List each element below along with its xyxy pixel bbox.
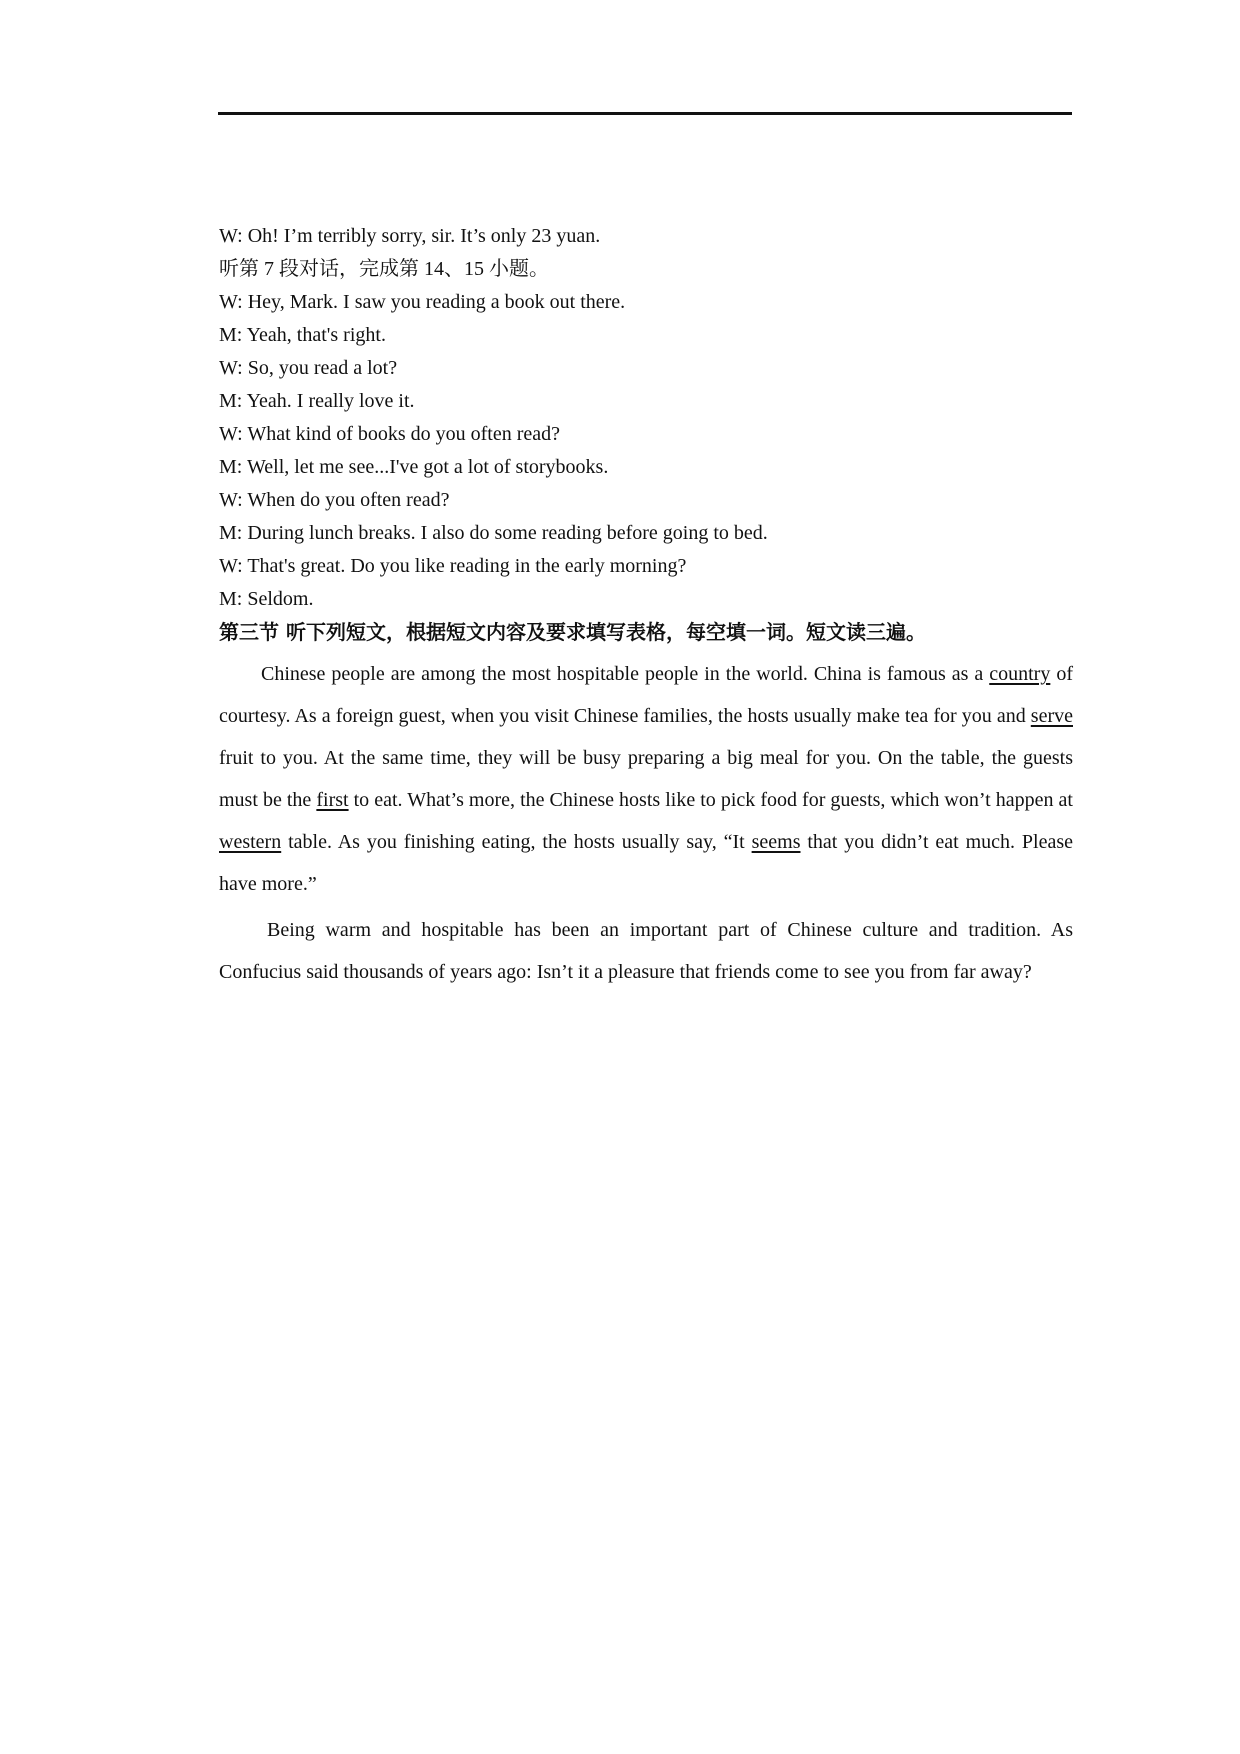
underlined-word: first [316,789,349,811]
dialogue-line: W: So, you read a lot? [219,357,398,379]
passage-text: Chinese people are among the most hospitable people in the world. China is famous as a [261,663,990,685]
dialogue-instruction: 听第 7 段对话，完成第 14、15 小题。 [219,258,549,280]
dialogue-line: M: Yeah. I really love it. [219,390,415,412]
dialogue-line: W: When do you often read? [219,489,450,511]
dialogue-line: W: What kind of books do you often read? [219,423,561,445]
dialogue-line: M: Well, let me see...I've got a lot of storybooks. [219,456,609,478]
passage-paragraph-1 [219,653,1073,905]
dialogue-line: W: Hey, Mark. I saw you reading a book out there. [219,291,626,313]
passage-text: of courtesy. As a foreign guest, when you visit Chinese families, the hosts usually make tea for you and [219,663,1073,727]
underlined-word: serve [1030,705,1073,727]
passage-text: table. As you finishing eating, the hosts usually say, “It [281,831,752,853]
dialogue-line: M: Yeah, that's right. [219,324,386,346]
passage-paragraph-2: Being warm and hospitable has been an important part of Chinese culture and tradition. As Confucius said thousands of years ago: Isn’t it a pleasure that friends come to see you from far away? [219,919,1073,983]
passage-text: that you didn’t eat much. Please have more.” [219,831,1073,895]
dialogue-line: W: Oh! I’m terribly sorry, sir. It’s only 23 yuan. [219,225,601,247]
underlined-word: western [219,831,282,853]
passage-text: fruit to you. At the same time, they will be busy preparing a big meal for you. On the table, the guests must be the [219,747,1073,811]
dialogue-line: M: Seldom. [219,588,314,610]
underlined-word: seems [751,831,801,853]
section-heading: 第三节 听下列短文，根据短文内容及要求填写表格，每空填一词。短文读三遍。 [219,620,926,644]
passage-text: to eat. What’s more, the Chinese hosts like to pick food for guests, which won’t happen at [348,789,1073,811]
page-content [219,220,1073,993]
dialogue-line: W: That's great. Do you like reading in the early morning? [219,555,687,577]
dialogue-line: M: During lunch breaks. I also do some reading before going to bed. [219,522,768,544]
underlined-word: country [989,663,1051,685]
header-rule [218,112,1072,115]
